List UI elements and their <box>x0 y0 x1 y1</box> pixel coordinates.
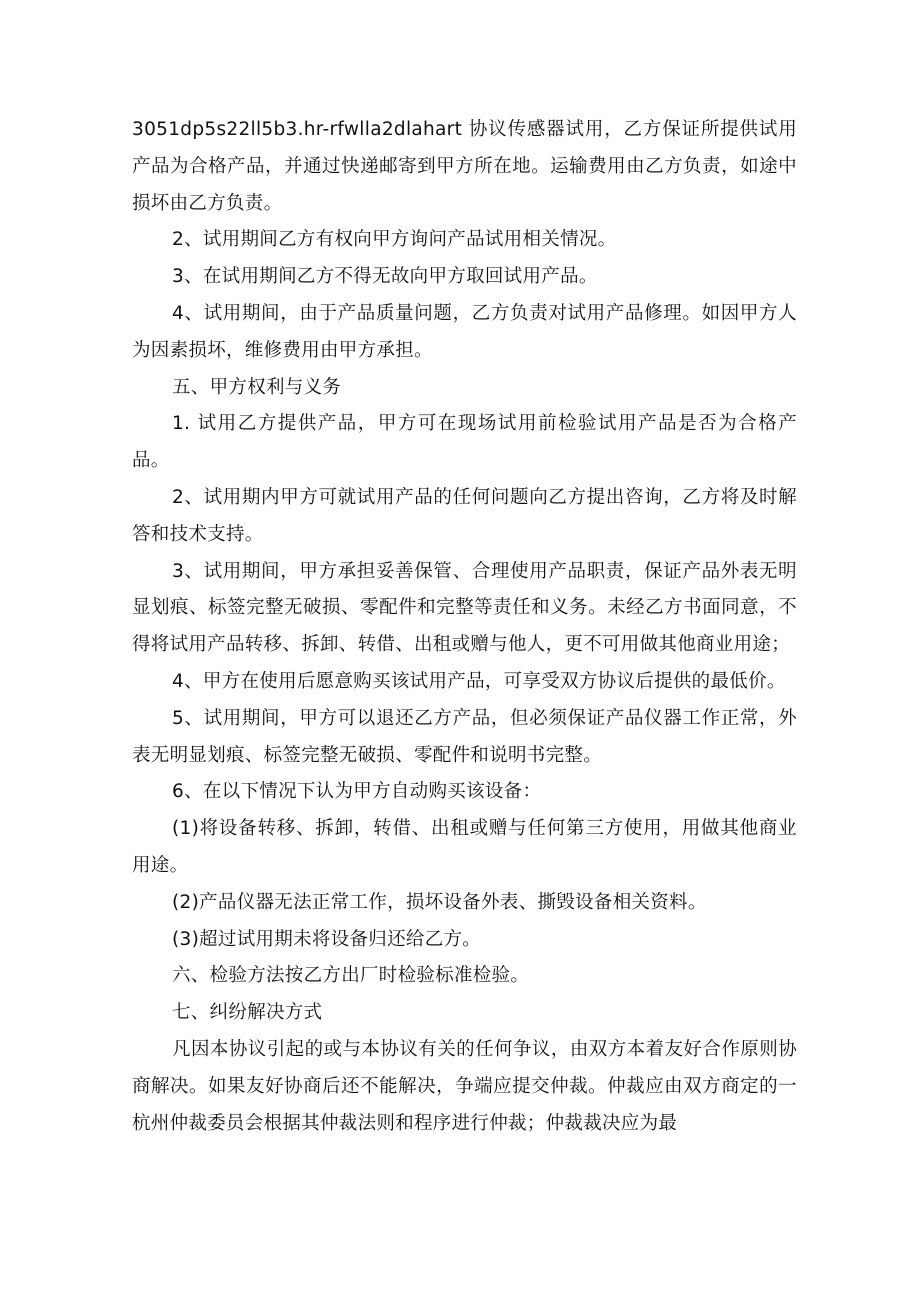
paragraph-a-item-1-inspection: 1. 试用乙方提供产品，甲方可在现场试用前检验试用产品是否为合格产品。 <box>132 413 797 472</box>
paragraph-a-item-2-consultation: 2、试用期内甲方可就试用产品的任何问题向乙方提出咨询，乙方将及时解答和技术支持。 <box>132 486 797 545</box>
paragraph-a-item-6-auto-purchase: 6、在以下情况下认为甲方自动购买该设备： <box>172 781 542 803</box>
paragraph-item-3-no-retrieval: 3、在试用期间乙方不得无故向甲方取回试用产品。 <box>172 266 598 288</box>
paragraph-a-item-4-purchase: 4、甲方在使用后愿意购买该试用产品，可享受双方协议后提供的最低价。 <box>172 670 786 692</box>
paragraph-sub-item-1: (1)将设备转移、拆卸，转借、出租或赠与任何第三方使用，用做其他商业用途。 <box>132 818 797 876</box>
paragraph-item-2-inquiry: 2、试用期间乙方有权向甲方询问产品试用相关情况。 <box>172 229 617 251</box>
agreement-text <box>132 112 797 1142</box>
section-heading-dispute-resolution: 七、纠纷解决方式 <box>172 1002 323 1024</box>
paragraph-a-item-5-return: 5、试用期间，甲方可以退还乙方产品，但必须保证产品仪器工作正常，外表无明显划痕、标签完整无破损、零配件和说明书完整。 <box>132 707 797 766</box>
section-heading-party-a-rights: 五、甲方权利与义务 <box>172 376 342 398</box>
section-heading-inspection-method: 六、检验方法按乙方出厂时检验标准检验。 <box>172 965 530 987</box>
paragraph-shipping-terms: 3051dp5s22ll5b3.hr-rfwlla2dlahart 协议传感器试用，乙方保证所提供试用产品为合格产品，并通过快递邮寄到甲方所在地。运输费用由乙方负责，如途中损坏由乙方负责。 <box>132 119 797 214</box>
paragraph-a-item-3-custody: 3、试用期间，甲方承担妥善保管、合理使用产品职责，保证产品外表无明显划痕、标签完整无破损、零配件和完整等责任和义务。未经乙方书面同意，不得将试用产品转移、拆卸、转借、出租或赠与他人，更不可用做其他商业用途； <box>132 560 797 656</box>
paragraph-dispute-arbitration: 凡因本协议引起的或与本协议有关的任何争议，由双方本着友好合作原则协商解决。如果友好协商后还不能解决，争端应提交仲裁。仲裁应由双方商定的一杭州仲裁委员会根据其仲裁法则和程序进行仲裁；仲裁裁决应为最 <box>132 1038 797 1134</box>
paragraph-item-4-repair: 4、试用期间，由于产品质量问题，乙方负责对试用产品修理。如因甲方人为因素损坏，维修费用由甲方承担。 <box>132 302 797 361</box>
paragraph-sub-item-2: (2)产品仪器无法正常工作，损坏设备外表、撕毁设备相关资料。 <box>172 891 707 913</box>
paragraph-sub-item-3: (3)超过试用期未将设备归还给乙方。 <box>172 928 482 950</box>
